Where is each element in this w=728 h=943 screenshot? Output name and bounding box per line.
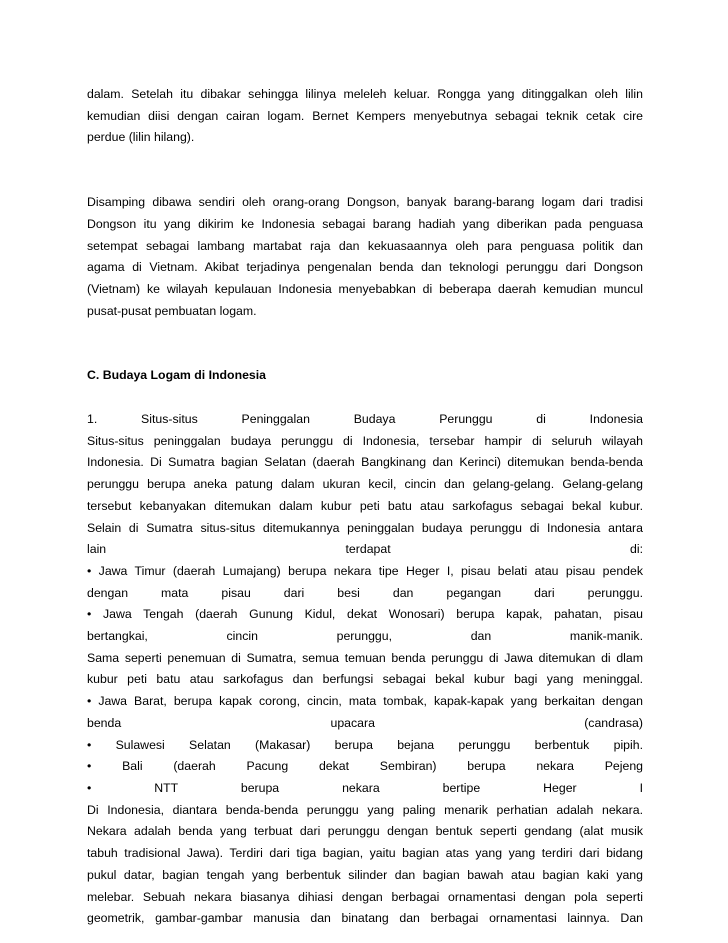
text-line: dalam. Setelah itu dibakar sehingga lilinya meleleh keluar. Rongga yang ditinggalkan oleh lilin — [87, 87, 643, 101]
section-body — [87, 409, 643, 930]
text-line: tabuh tradisional Jawa). Terdiri dari tiga bagian, yaitu bagian atas yang yang terdiri dari bidang — [87, 846, 643, 861]
text-line: kubur peti batu atau sarkofagus dan berfungsi sebagai bekal kubur bagi yang meninggal. — [87, 672, 643, 687]
text-line: Situs-situs peninggalan budaya perunggu di Indonesia, tersebar hampir di seluruh wilayah — [87, 433, 643, 448]
text-line: 1. Situs-situs Peninggalan Budaya Perunggu di Indonesia — [87, 412, 643, 427]
text-line: (Vietnam) ke wilayah kepulauan Indonesia menyebabkan di beberapa daerah kemudian muncul — [87, 281, 643, 296]
text-line: tersebut kebanyakan ditemukan dalam kubur peti batu atau sarkofagus sebagai bekal kubur. — [87, 498, 643, 513]
text-line: • Jawa Barat, berupa kapak corong, cincin, mata tombak, kapak-kapak yang berkaitan dengan — [87, 694, 643, 709]
text-line: Indonesia. Di Sumatra bagian Selatan (daerah Bangkinang dan Kerinci) ditemukan benda-benda — [87, 455, 643, 470]
text-line: Sama seperti penemuan di Sumatra, semua temuan benda perunggu di Jawa ditemukan di dlam — [87, 650, 643, 665]
text-line: perunggu berupa aneka patung dalam ukuran kecil, cincin dan gelang-gelang. Gelang-gelang — [87, 477, 643, 492]
text-line: Dongson itu yang dikirim ke Indonesia sebagai barang hadiah yang diberikan pada penguasa — [87, 216, 643, 231]
text-line: lain terdapat di: — [87, 542, 643, 557]
text-line: agama di Vietnam. Akibat terjadinya pengenalan benda dan teknologi perunggu dari Dongson — [87, 260, 643, 275]
paragraph-lost-wax — [87, 84, 643, 149]
text-line: • Jawa Timur (daerah Lumajang) berupa nekara tipe Heger I, pisau belati atau pisau pendek — [87, 563, 643, 578]
text-line: Nekara adalah benda yang terbuat dari perunggu dengan bentuk seperti gendang (alat musik — [87, 824, 643, 839]
text-line: bertangkai, cincin perunggu, dan manik-manik. — [87, 629, 643, 644]
text-line: pukul datar, bagian tengah yang berbentuk silinder dan bagian bawah atau bagian kaki yang — [87, 867, 643, 882]
text-line: pusat-pusat pembuatan logam. — [87, 303, 257, 318]
text-line: dengan mata pisau dari besi dan pegangan dari perunggu. — [87, 585, 643, 600]
text-line: • Sulawesi Selatan (Makasar) berupa bejana perunggu berbentuk pipih. — [87, 737, 643, 752]
text-line: Selain di Sumatra situs-situs ditemukannya peninggalan budaya perunggu di Indonesia antara — [87, 520, 643, 535]
document-page — [87, 84, 643, 930]
text-line: Disamping dibawa sendiri oleh orang-orang Dongson, banyak barang-barang logam dari tradisi — [87, 195, 643, 210]
text-line: Di Indonesia, diantara benda-benda perunggu yang paling menarik perhatian adalah nekara. — [87, 802, 643, 817]
text-line: perdue (lilin hilang). — [87, 130, 195, 145]
text-line: benda upacara (candrasa) — [87, 715, 643, 730]
paragraph-dongson — [87, 192, 643, 322]
text-line: kemudian diisi dengan cairan logam. Bernet Kempers menyebutnya sebagai teknik cetak cire — [87, 108, 643, 123]
text-line: • Bali (daerah Pacung dekat Sembiran) berupa nekara Pejeng — [87, 759, 643, 774]
text-line: • NTT berupa nekara bertipe Heger I — [87, 780, 643, 795]
text-line: melebar. Sebuah nekara biasanya dihiasi dengan berbagai ornamentasi dengan pola seperti — [87, 889, 643, 904]
text-line: setempat sebagai lambang martabat raja dan kekuasaannya oleh para penguasa politik dan — [87, 238, 643, 253]
text-line: geometrik, gambar-gambar manusia dan binatang dan berbagai ornamentasi lainnya. Dan — [87, 911, 643, 926]
text-line: • Jawa Tengah (daerah Gunung Kidul, dekat Wonosari) berupa kapak, pahatan, pisau — [87, 607, 643, 622]
section-heading: C. Budaya Logam di Indonesia — [87, 368, 267, 383]
